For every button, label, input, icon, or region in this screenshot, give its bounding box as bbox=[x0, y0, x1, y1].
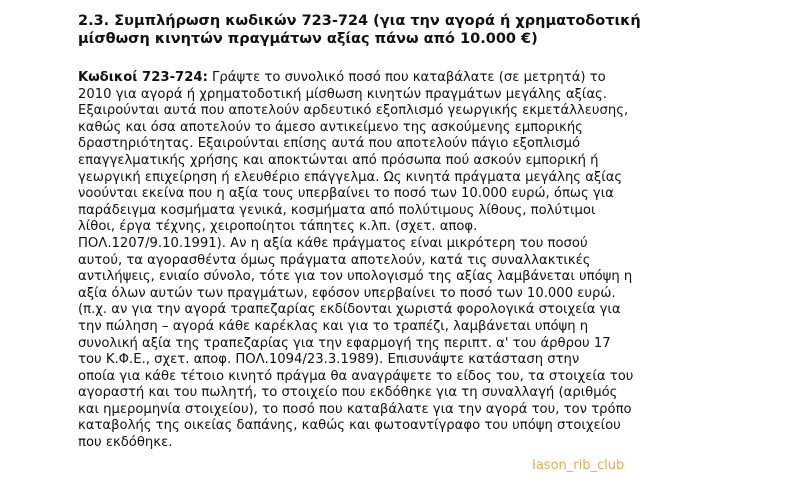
body-line: γεωργική επιχείρηση ή ελευθέριο επάγγελμα. Ως κινητά πράγματα μεγάλης αξίας bbox=[78, 169, 623, 185]
body-line: Εξαιρούνται αυτά που αποτελούν αρδευτικό εξοπλισμό γεωργικής εκμετάλλευσης, bbox=[78, 103, 629, 119]
body-line: αξία όλων αυτών των πραγμάτων, εφόσον υπερβαίνει το ποσό των 10.000 ευρώ. bbox=[78, 285, 616, 301]
body-line: αυτού, τα αγορασθέντα όμως πράγματα αποτελούν, κατά τις συναλλακτικές bbox=[78, 252, 591, 268]
body-line: ΠΟΛ.1207/9.10.1991). Αν η αξία κάθε πράγματος είναι μικρότερη του ποσού bbox=[78, 235, 588, 251]
section-heading bbox=[78, 12, 703, 48]
body-line: 2010 για αγορά ή χρηματοδοτική μίσθωση κινητών πραγμάτων μεγάλης αξίας. bbox=[78, 86, 607, 102]
body-line: συνολική αξία της τραπεζαρίας για την εφαρμογή της περιπτ. α' του άρθρου 17 bbox=[78, 335, 611, 351]
document-page bbox=[78, 12, 703, 452]
body-line: λίθοι, έργα τέχνης, χειροποίητοι τάπητες κ.λπ. (σχετ. αποφ. bbox=[78, 219, 478, 235]
body-first-line bbox=[78, 70, 703, 87]
body-line: που εκδόθηκε. bbox=[78, 435, 173, 451]
body-line: (π.χ. αν για την αγορά τραπεζαρίας εκδίδονται χωριστά φορολογικά στοιχεία για bbox=[78, 302, 621, 318]
watermark-text: Iason_rib_club bbox=[532, 458, 625, 473]
body-line: καταβολής της οικείας δαπάνης, καθώς και φωτοαντίγραφο του υπόψη στοιχείου bbox=[78, 418, 621, 434]
body-line: αντιλήψεις, ενιαίο σύνολο, τότε για τον υπολογισμό της αξίας λαμβάνεται υπόψη η bbox=[78, 269, 633, 285]
body-line: καθώς και όσα αποτελούν το άμεσο αντικείμενο της ασκούμενης εμπορικής bbox=[78, 119, 583, 135]
body-lead-label: Κωδικοί 723-724: bbox=[78, 70, 208, 85]
heading-line: 2.3. Συμπλήρωση κωδικών 723-724 (για την αγορά ή χρηματοδοτική bbox=[78, 13, 641, 29]
body-line: του Κ.Φ.Ε., σχετ. αποφ. ΠΟΛ.1094/23.3.1989). Επισυνάψτε κατάσταση στην bbox=[78, 352, 580, 368]
body-line: και ημερομηνία στοιχείου), το ποσό που καταβάλατε για την αγορά του, τον τρόπο bbox=[78, 401, 632, 417]
body-line: την πώληση – αγορά κάθε καρέκλας και για το τραπέζι, λαμβάνεται υπόψη η bbox=[78, 318, 589, 334]
body-line: οποία για κάθε τέτοιο κινητό πράγμα θα αναγράψετε το είδος του, τα στοιχεία του bbox=[78, 368, 634, 384]
body-line: επαγγελματικής χρήσης και αποκτώνται από πρόσωπα πού ασκούν εμπορική ή bbox=[78, 152, 599, 168]
heading-line: μίσθωση κινητών πραγμάτων αξίας πάνω από 10.000 €) bbox=[78, 31, 538, 47]
body-line: παράδειγμα κοσμήματα γενικά, κοσμήματα από πολύτιμους λίθους, πολύτιμοι bbox=[78, 202, 596, 218]
section-body bbox=[78, 70, 703, 452]
body-line: δραστηριότητας. Εξαιρούνται επίσης αυτά που αποτελούν πάγιο εξοπλισμό bbox=[78, 136, 581, 152]
body-line: νοούνται εκείνα που η αξία τους υπερβαίνει το ποσό των 10.000 ευρώ, όπως για bbox=[78, 186, 614, 202]
body-line: αγοραστή και του πωλητή, το στοιχείο που εκδόθηκε για τη συναλλαγή (αριθμός bbox=[78, 385, 618, 401]
body-first-line-text: Γράψτε το συνολικό ποσό που καταβάλατε (σε μετρητά) το bbox=[207, 70, 606, 85]
